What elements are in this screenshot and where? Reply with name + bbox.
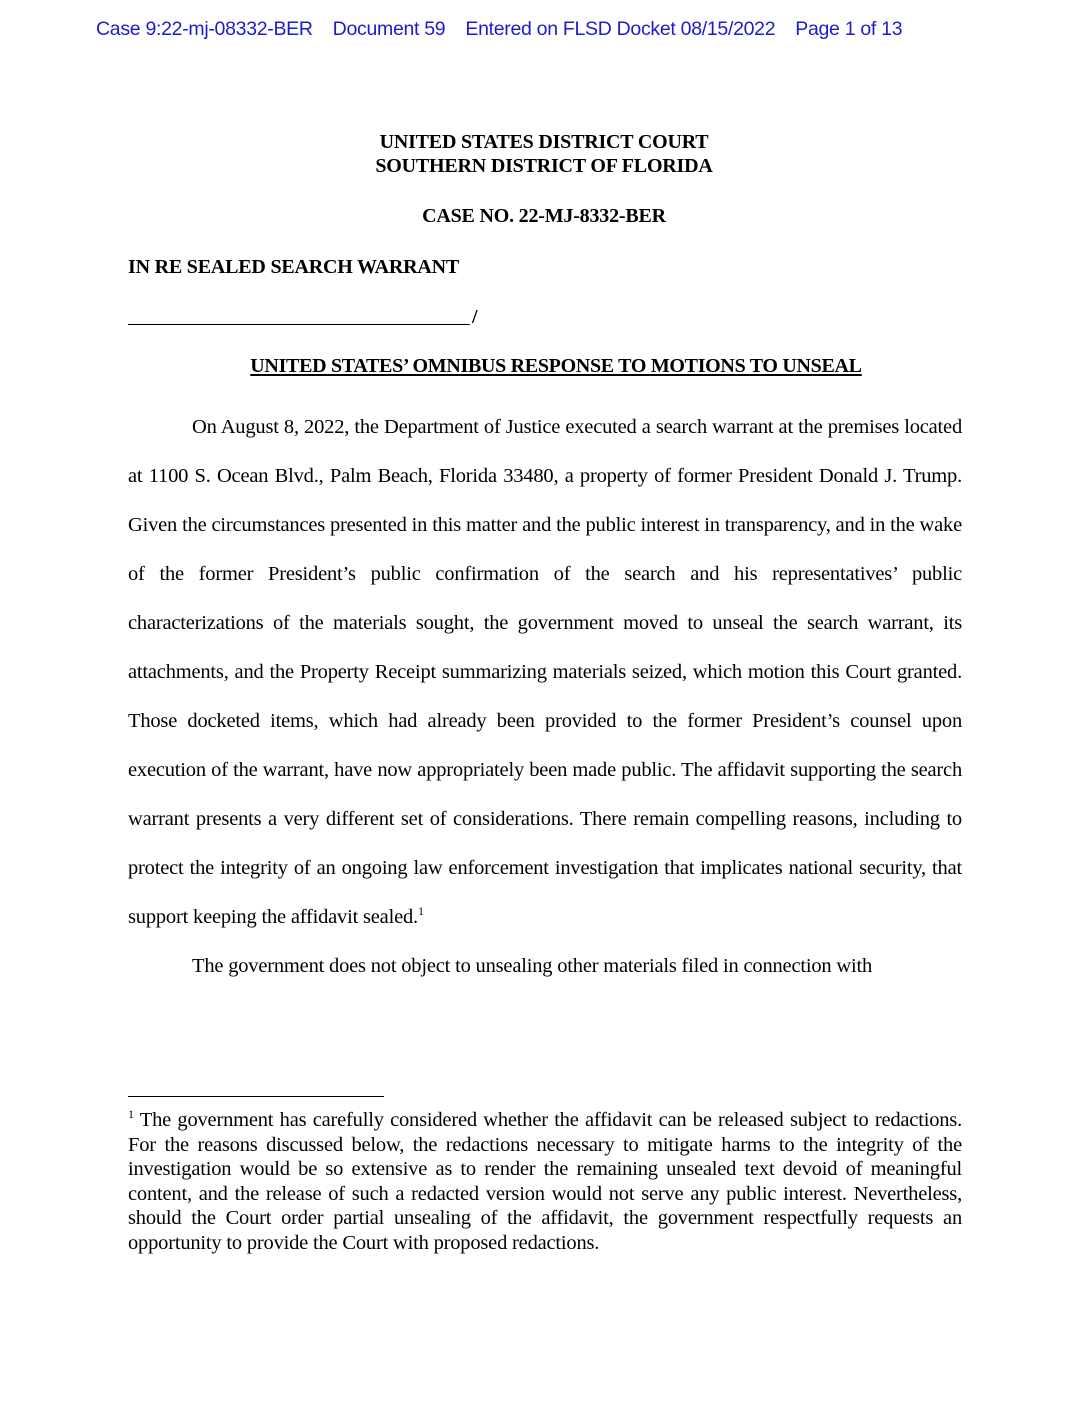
footnote-text: The government has carefully considered whether the affidavit can be released subject to redactions. For the reasons discussed below, the redactions necessary to mitigate harms to the integrity of the investigation would be so extensive as to render the remaining unsealed text devoid of meaningful content, and the release of such a redacted version would not serve any public interest. Nevertheless, should the Court order partial unsealing of the affidavit, the government respectfully requests an opportunity to provide the Court with proposed redactions. xyxy=(128,1109,962,1254)
caption-slash: / xyxy=(472,306,478,328)
case-number: CASE NO. 22-MJ-8332-BER xyxy=(422,205,666,227)
body-paragraph-1-text: On August 8, 2022, the Department of Justice executed a search warrant at the premises located at 1100 S. Ocean Blvd., Palm Beach, Florida 33480, a property of former President Donald J. Trump. Given the circumstances presented in this matter and the public interest in transparency, and in the wake of the former President’s public confirmation of the search and his representatives’ public characterizations of the materials sought, the government moved to unseal the search warrant, its attachments, and the Property Receipt summarizing materials seized, which motion this Court granted. Those docketed items, which had already been provided to the former President’s counsel upon execution of the warrant, have now appropriately been made public. The affidavit supporting the search warrant presents a very different set of considerations. There remain compelling reasons, including to protect the integrity of an ongoing law enforcement investigation that implicates national security, that support keeping the affidavit sealed. xyxy=(128,416,962,928)
docket-header xyxy=(96,18,996,41)
body-paragraph-1 xyxy=(128,403,962,942)
caption-signature-line xyxy=(128,306,478,329)
docket-document-number: Document 59 xyxy=(332,18,446,40)
docket-page-number: Page 1 of 13 xyxy=(795,18,903,40)
footnote-reference-1[interactable]: 1 xyxy=(417,904,424,919)
document-title: UNITED STATES’ OMNIBUS RESPONSE TO MOTIONS TO UNSEAL xyxy=(250,355,862,377)
footnote-1 xyxy=(128,1108,962,1255)
caption-rule xyxy=(128,324,470,325)
document-body xyxy=(128,403,962,991)
docket-case-number: Case 9:22-mj-08332-BER xyxy=(96,18,313,40)
court-district: SOUTHERN DISTRICT OF FLORIDA xyxy=(375,155,713,177)
court-heading xyxy=(0,130,1088,178)
footnote-divider xyxy=(128,1096,384,1097)
court-name: UNITED STATES DISTRICT COURT xyxy=(379,131,709,153)
footnote-number: 1 xyxy=(128,1107,134,1122)
caption-in-re: IN RE SEALED SEARCH WARRANT xyxy=(128,256,459,278)
docket-entered-date: Entered on FLSD Docket 08/15/2022 xyxy=(465,18,776,40)
body-paragraph-2: The government does not object to unsealing other materials filed in connection with xyxy=(192,955,873,977)
